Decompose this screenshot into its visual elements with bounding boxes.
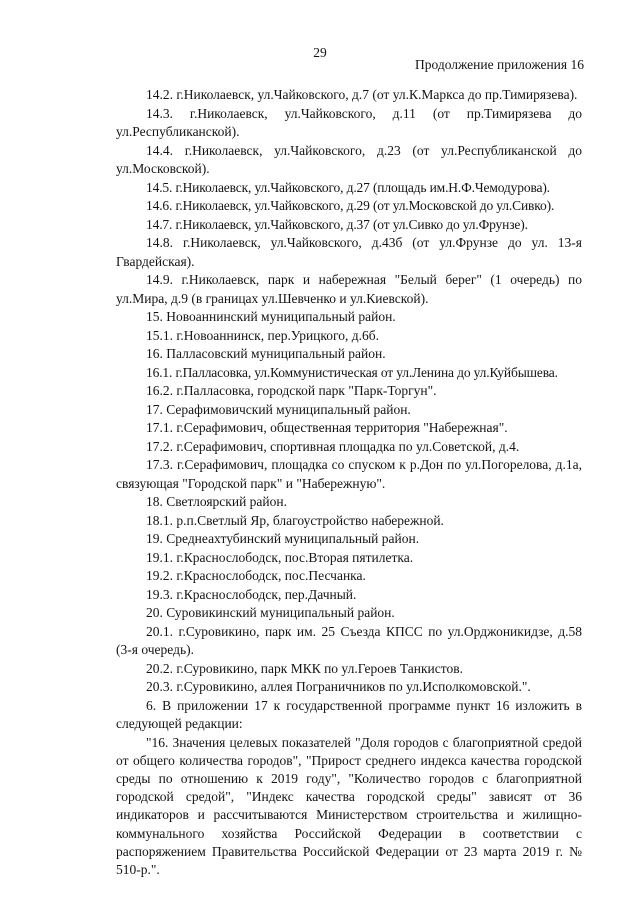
paragraph-19-2: 19.2. г.Краснослободск, пос.Песчанка. [146,568,366,583]
paragraph-14-5: 14.5. г.Николаевск, ул.Чайковского, д.27 (площадь им.Н.Ф.Чемодурова). [146,179,550,195]
paragraph-14-4: 14.4. г.Николаевск, ул.Чайковского, д.23 (от ул.Республиканской до ул.Московской). [116,142,582,176]
paragraph-16-2: 16.2. г.Палласовка, городской парк "Парк-Торгун". [146,383,437,398]
paragraph-19-3: 19.3. г.Краснослободск, пер.Дачный. [146,586,357,602]
paragraph-15-1: 15.1. г.Новоаннинск, пер.Урицкого, д.6б. [146,327,379,343]
paragraph-14-2: 14.2. г.Николаевск, ул.Чайковского, д.7 (от ул.К.Маркса до пр.Тимирязева). [146,87,578,102]
paragraph-18-1: 18.1. р.п.Светлый Яр, благоустройство набережной. [146,512,444,528]
paragraph-20-1: 20.1. г.Суровикино, парк им. 25 Съезда КПСС по ул.Орджоникидзе, д.58 (3-я очередь). [116,623,582,657]
paragraph-15: 15. Новоаннинский муниципальный район. [146,309,396,324]
amended-point-16-text: "16. Значения целевых показателей "Доля городов с благоприятной средой от общего количества городов", "Прирост среднего индекса качества городской среды по отношению к 2019 году", "Количество городов с благоприятной городской средой", "Индекс качества городской среды" зависят от 36 индикаторов и рассчитываются Министерством строительства и жилищно-коммунального хозяйства Российской Федерации в соответствии с распоряжением Правительства Российской Федерации от 23 марта 2019 г. № 510-р.". [116,734,582,877]
amendment-item-6: 6. В приложении 17 к государственной программе пункт 16 изложить в следующей редакции: [116,697,582,731]
paragraph-14-7: 14.7. г.Николаевск, ул.Чайковского, д.37 (от ул.Сивко до ул.Фрунзе). [146,216,528,232]
paragraph-17: 17. Серафимовичский муниципальный район. [146,401,411,417]
paragraph-14-9: 14.9. г.Николаевск, парк и набережная "Белый берег" (1 очередь) по ул.Мира, д.9 (в границах ул.Шевченко и ул.Киевской). [116,272,582,306]
paragraph-14-3: 14.3. г.Николаевск, ул.Чайковского, д.11 (от пр.Тимирязева до ул.Республиканской). [116,105,582,139]
page-number: 29 [313,45,327,60]
paragraph-19-1: 19.1. г.Краснослободск, пос.Вторая пятилетка. [146,549,414,565]
paragraph-14-8: 14.8. г.Николаевск, ул.Чайковского, д.43б (от ул.Фрунзе до ул. 13-я Гвардейская). [116,235,582,269]
paragraph-16-1: 16.1. г.Палласовка, ул.Коммунистическая от ул.Ленина до ул.Куйбышева. [146,364,558,380]
paragraph-20-3: 20.3. г.Суровикино, аллея Пограничников по ул.Исполкомовской.". [146,679,531,694]
paragraph-18: 18. Светлоярский район. [146,494,287,509]
paragraph-17-3: 17.3. г.Серафимович, площадка со спуском к р.Дон по ул.Погорелова, д.1а, связующая "Городской парк" и "Набережную". [116,457,582,491]
paragraph-19: 19. Среднеахтубинский муниципальный район. [146,531,420,546]
paragraph-17-1: 17.1. г.Серафимович, общественная территория "Набережная". [146,420,508,435]
paragraph-20-2: 20.2. г.Суровикино, парк МКК по ул.Героев Танкистов. [146,660,463,676]
appendix-continuation-note: Продолжение приложения 16 [414,57,584,72]
paragraph-20: 20. Суровикинский муниципальный район. [146,605,395,620]
paragraph-14-6: 14.6. г.Николаевск, ул.Чайковского, д.29 (от ул.Московской до ул.Сивко). [146,198,555,213]
document-body [116,86,582,879]
paragraph-17-2: 17.2. г.Серафимович, спортивная площадка по ул.Советской, д.4. [146,438,520,454]
paragraph-16: 16. Палласовский муниципальный район. [146,346,386,361]
